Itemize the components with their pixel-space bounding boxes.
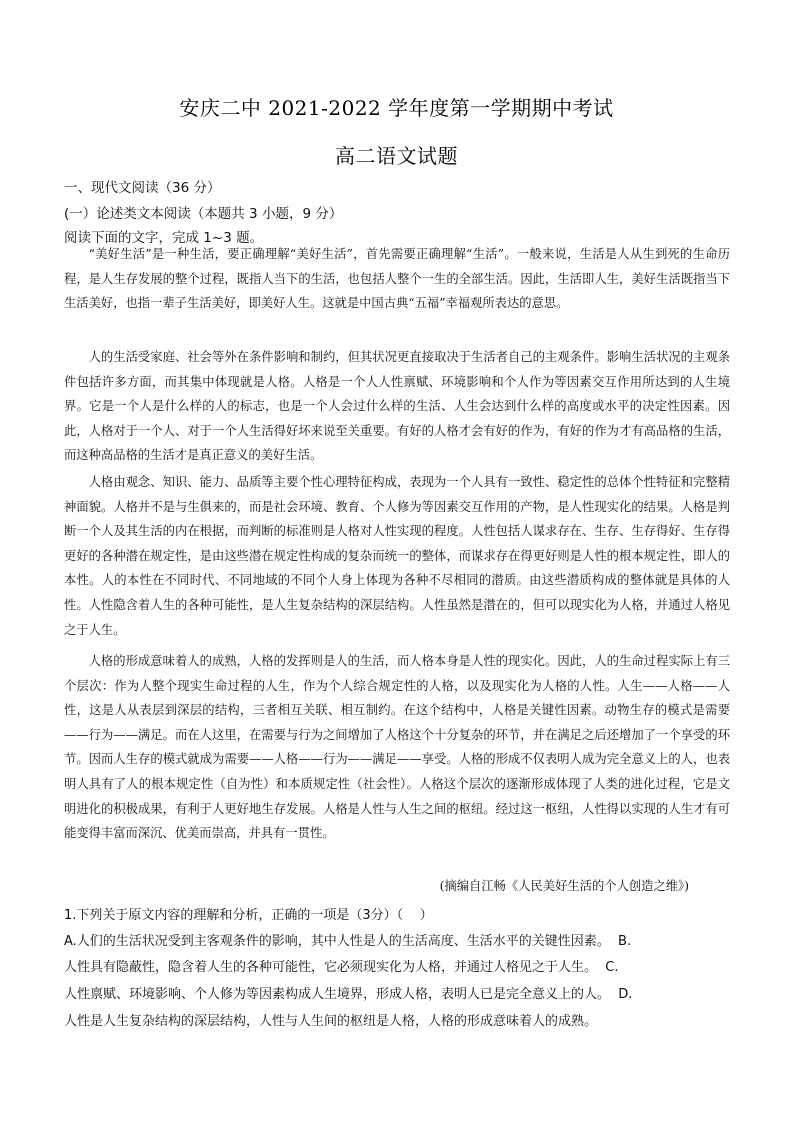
subsection-heading: (一）论述类文本阅读（本题共 3 小题，9 分） xyxy=(64,206,343,222)
question-1-stem xyxy=(64,904,730,923)
passage-paragraph-4: 人格的形成意味着人的成熟，人格的发挥则是人的生活，而人格本身是人性的现实化。因此，人的生命过程实际上有三个层次：作为人整个现实生命过程的人生，作为个人综合规定性的人格，以及现实化为人格的人性。人生——人格——人性，这是人从表层到深层的结构，三者相互关联、相互制约。在这个结构中，人格是关键性因素。动物生存的模式是需要——行为——满足。而在人这里，在需要与行为之间增加了人格这个十分复杂的环节，并在满足之后还增加了一个享受的环节。因而人生存的模式就成为需要——人格——行为——满足——享受。人格的形成不仅表明人成为完全意义上的人，也表明人具有了人的根本规定性（自为性）和本质规定性（社会性）。人格这个层次的逐渐形成体现了人类的进化过程，它是文明进化的积极成果，有利于人更好地生存发展。人格是人性与人生之间的枢纽。经过这一枢纽，人性得以实现的人生才有可能变得丰富而深沉、优美而崇高，并具有一贯性。 xyxy=(64,654,730,841)
exam-subtitle: 高二语文试题 xyxy=(335,144,458,168)
question-1-option-b xyxy=(64,956,730,975)
passage-source: (摘编自江畅《人民美好生活的个人创造之维》) xyxy=(439,879,689,893)
option-a-text: A.人们的生活状况受到主客观条件的影响，其中人性是人的生活高度、生活水平的关键性因素。 B. xyxy=(64,934,632,949)
option-d-text: 人性是人生复杂结构的深层结构，人性与人生间的枢纽是人格，人格的形成意味着人的成熟。 xyxy=(64,1014,598,1029)
passage-paragraph-2: 人的生活受家庭、社会等外在条件影响和制约，但其状况更直接取决于生活者自己的主观条件。影响生活状况的主观条件包括许多方面，而其集中体现就是人格。人格是一个人人性禀赋、环境影响和个人作为等因素交互作用所达到的人生境界。它是一个人是什么样的人的标志，也是一个人会过什么样的生活、人生会达到什么样的高度或水平的决定性因素。因此，人格对于一个人、对于一个人生活得好坏来说至关重要。有好的人格才会有好的作为，有好的作为才有高品格的生活，而这种高品格的生活才是真正意义的美好生活。 xyxy=(64,350,730,463)
option-c-text: 人性禀赋、环境影响、个人修为等因素构成人生境界，形成人格，表明人已是完全意义上的人。 D. xyxy=(64,987,633,1002)
reading-instruction: 阅读下面的文字，完成 1~3 题。 xyxy=(64,230,264,246)
question-1-stem-text: 1.下列关于原文内容的理解和分析，正确的一项是（3分）（ ） xyxy=(64,908,433,923)
question-1-option-a xyxy=(64,930,730,949)
question-1-option-d xyxy=(64,1010,730,1029)
section-heading: 一、现代文阅读（36 分） xyxy=(64,180,221,196)
passage-paragraph-3: 人格由观念、知识、能力、品质等主要个性心理特征构成，表现为一个人具有一致性、稳定性的总体个性特征和完整精神面貌。人格并不是与生俱来的，而是社会环境、教育、个人修为等因素交互作用的产物，是人性现实化的结果。人格是判断一个人及其生活的内在根据，而判断的标准则是人格对人性实现的程度。人性包括人谋求存在、生存、生存得好、生存得更好的各种潜在规定性，是由这些潜在规定性构成的复杂而统一的整体，而谋求存在得更好则是人性的根本规定性，即人的本性。人的本性在不同时代、不同地域的不同个人身上体现为各种不尽相同的潜质。由这些潜质构成的整体就是具体的人性。人性隐含着人生的各种可能性，是人生复杂结构的深层结构。人性虽然是潜在的，但可以现实化为人格，并通过人格见之于人生。 xyxy=(64,475,730,637)
exam-title: 安庆二中 2021-2022 学年度第一学期期中考试 xyxy=(179,96,614,120)
question-1-option-c xyxy=(64,983,730,1002)
option-b-text: 人性具有隐蔽性，隐含着人生的各种可能性，它必须现实化为人格，并通过人格见之于人生。 C. xyxy=(64,960,619,975)
passage-paragraph-1: “美好生活”是一种生活，要正确理解“美好生活”，首先需要正确理解“生活”。一般来说，生活是人从生到死的生命历程，是人生存发展的整个过程，既指人当下的生活，也包括人整个一生的全部生活。因此，生活即人生，美好生活既指当下生活美好，也指一辈子生活美好，即美好人生。这就是中国古典“五福”幸福观所表达的意思。 xyxy=(64,247,730,311)
